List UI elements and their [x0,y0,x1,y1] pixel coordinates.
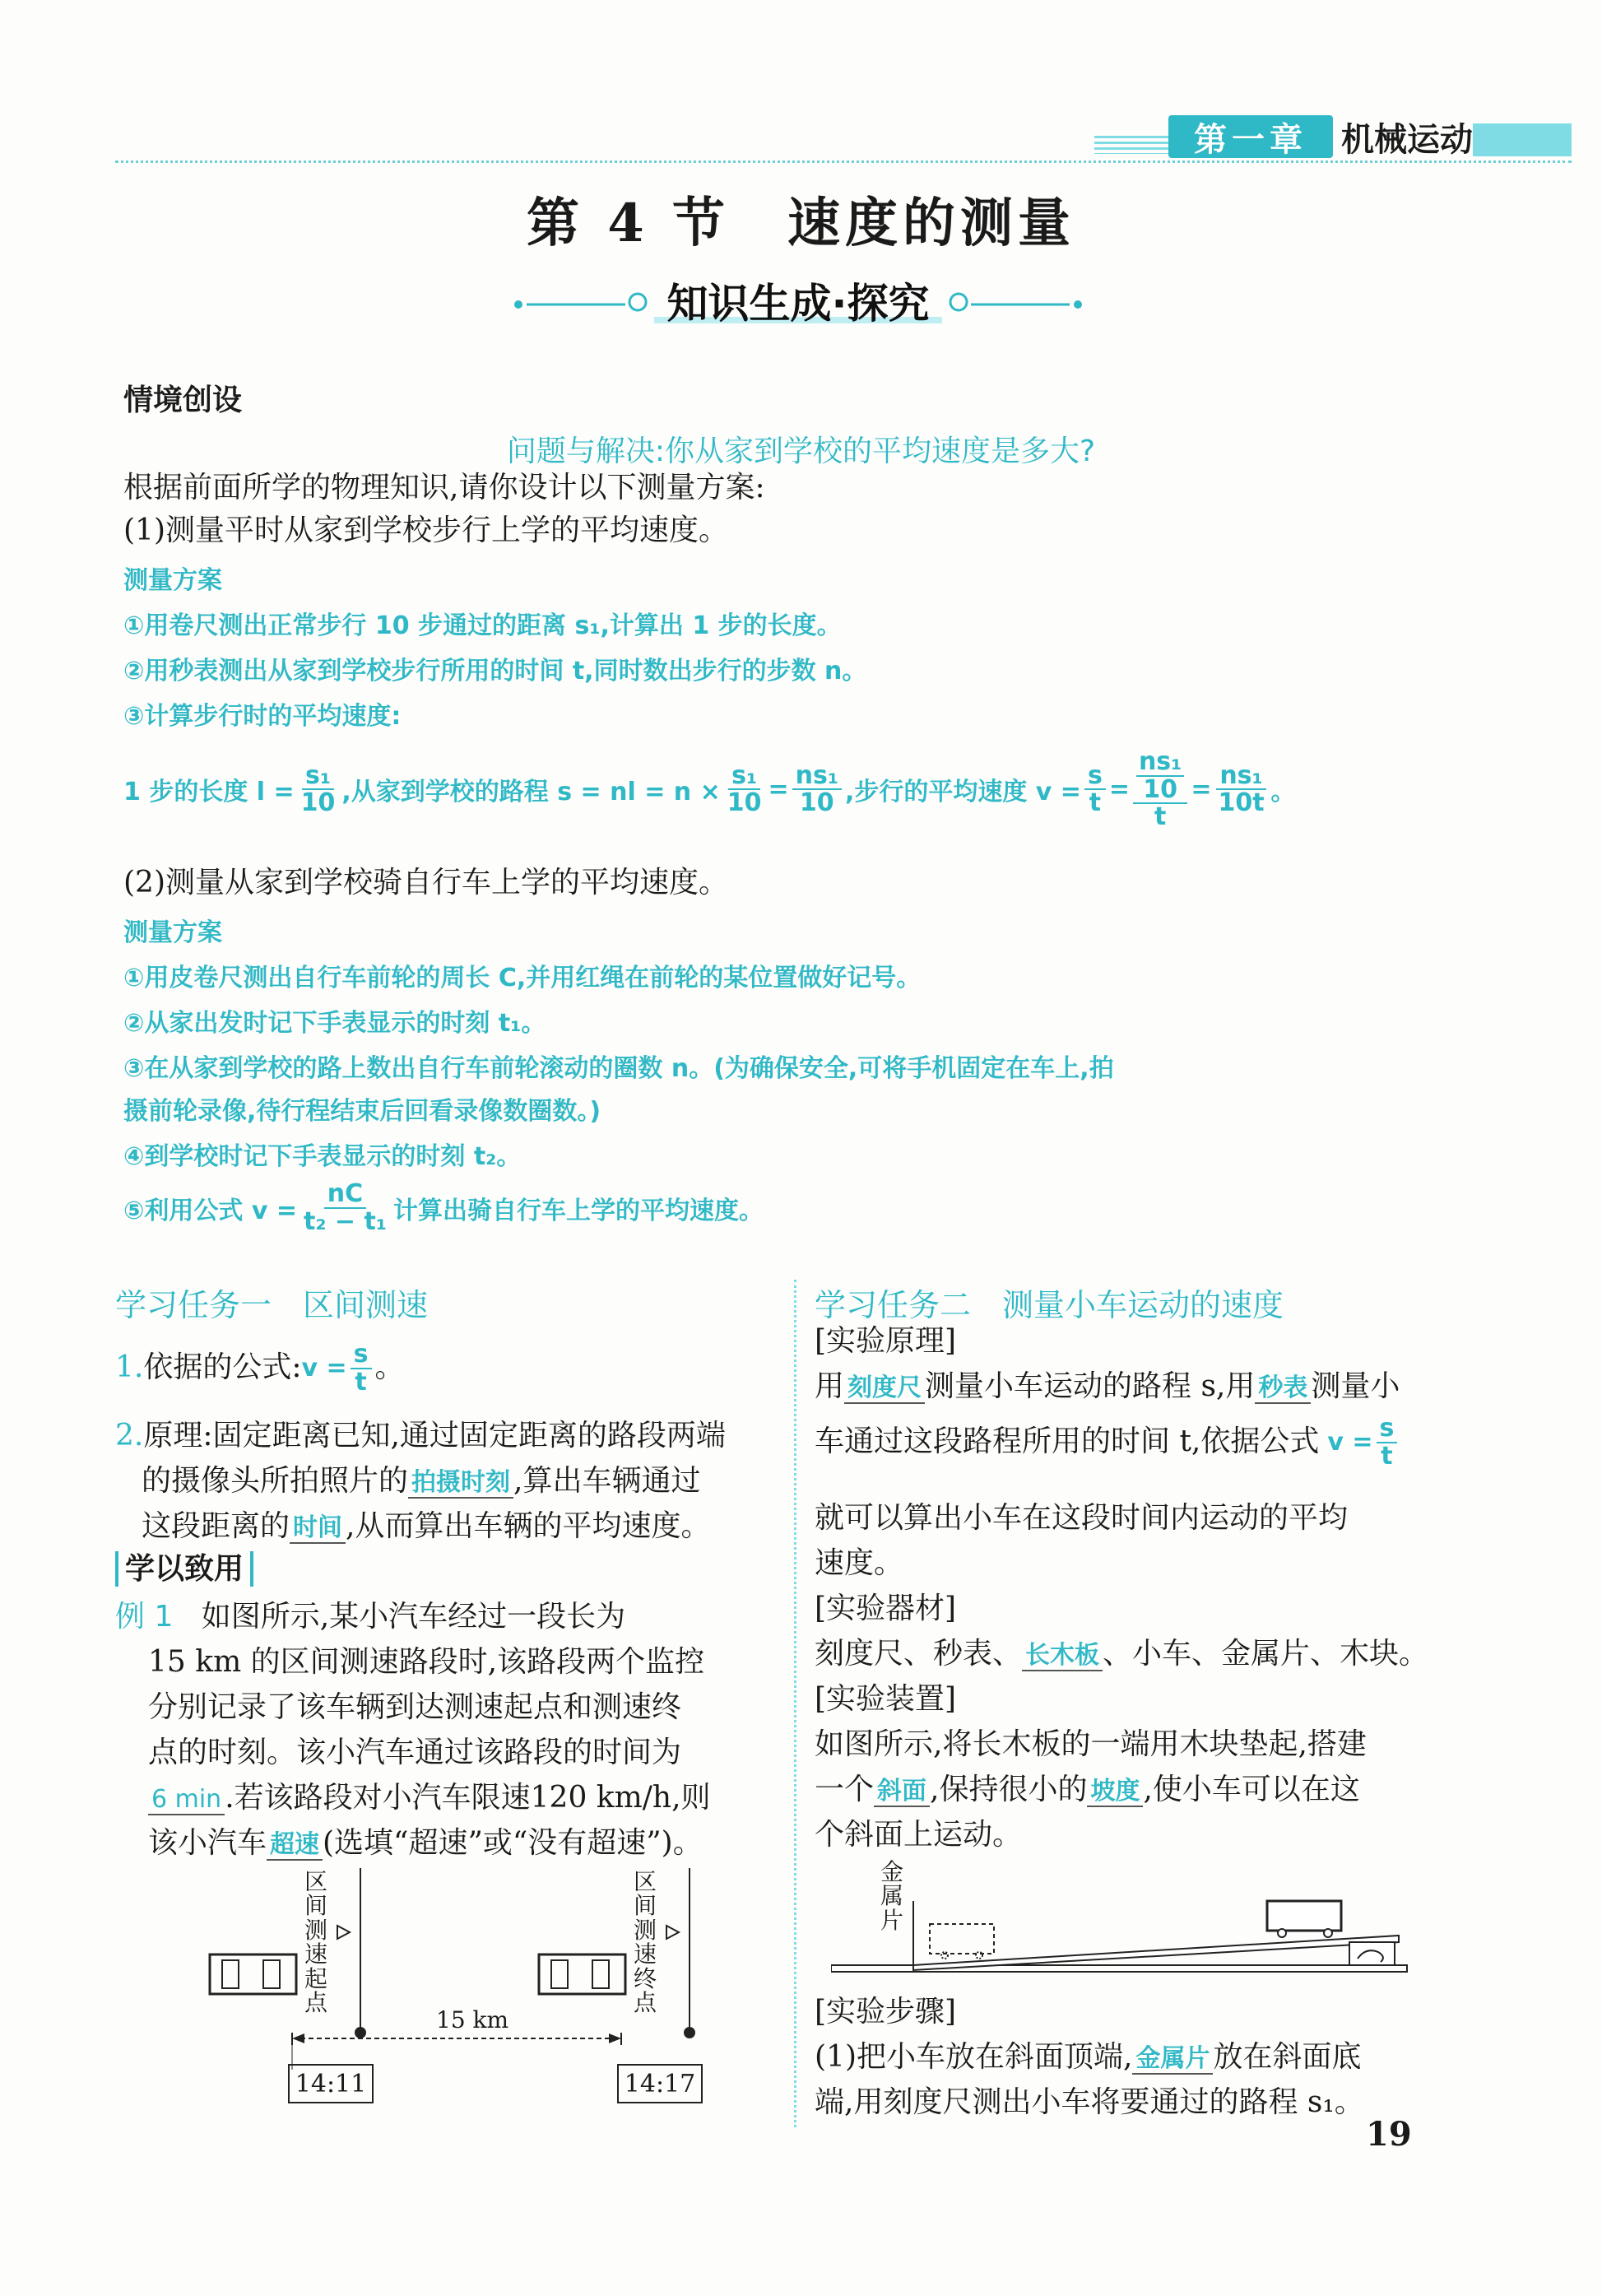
item2-text: ,从而算出车辆的平均速度。 [346,1509,711,1543]
part2-step2: ②从家出发时记下手表显示的时刻 t₁。 [123,1009,546,1038]
answer-blank: 斜面 [874,1777,930,1807]
part1-step3: ③计算步行时的平均速度: [123,702,402,731]
step5-text-a: ⑤利用公式 v = [123,1196,297,1225]
answer-v: v = [1327,1427,1373,1457]
example1-line4: 点的时刻。该小汽车通过该路段的时间为 [148,1736,682,1769]
setup-line3: 个斜面上运动。 [815,1818,1023,1852]
example1-line1 [115,1597,625,1638]
label-char: 片 [880,1906,904,1934]
label-char: 起 [304,1964,328,1992]
fraction-v1 [1084,760,1106,818]
label-char: 区 [304,1868,328,1895]
chapter-name: 机械运动 [1341,120,1473,159]
frac-num: s [351,1341,372,1369]
principle-text: 车通过这段路程所用的时间 t,依据公式 [815,1425,1320,1459]
section-title: 第 4 节 速度的测量 [526,193,1076,254]
label-char: 速 [304,1940,328,1968]
frac-den: t [1089,788,1102,818]
frac-num: ns₁ [792,763,842,791]
principle-line2 [815,1415,1400,1469]
steps-heading: [实验步骤] [815,1995,957,2029]
part2-step1: ①用皮卷尺测出自行车前轮的周长 C,并用红绳在前轮的某位置做好记号。 [123,964,922,992]
label-char: 测 [634,1916,657,1944]
answer-blank: 坡度 [1087,1777,1143,1807]
label-char: 间 [304,1892,328,1920]
frac-den: t [1154,802,1167,831]
incline-drawing [831,1860,1423,1983]
principle-text: 测量小 [1311,1369,1400,1403]
fraction-s2 [792,760,842,818]
label-char: 测 [304,1916,328,1944]
principle-fraction [1377,1415,1398,1469]
frac-den: 10t [1218,788,1265,818]
start-point-label [304,1870,327,2015]
principle-heading: [实验原理] [815,1324,957,1358]
item2-text: ,算出车辆通过 [513,1464,701,1498]
equipment-heading: [实验器材] [815,1592,957,1625]
label-char: 间 [634,1892,657,1920]
chapter-decor-lines [1094,136,1168,154]
formula-eq: = [768,774,789,804]
steps-text: (1)把小车放在斜面顶端, [815,2040,1133,2074]
steps-text: 放在斜面底 [1213,2040,1362,2074]
metal-sheet-label [880,1860,903,1932]
frac-num: ns₁ [1216,763,1265,791]
example-label: 例 1 [115,1600,174,1634]
task1-title: 学习任务一 区间测速 [115,1287,429,1323]
answer-blank: 秒表 [1255,1373,1311,1404]
part2-title: (2)测量从家到学校骑自行车上学的平均速度。 [123,866,728,899]
equipment-text: 刻度尺、秒表、 [815,1637,1023,1671]
example-text: 该小汽车 [148,1826,267,1860]
task1-item1 [115,1341,405,1395]
equipment-line [815,1634,1428,1675]
setup-text: ,保持很小的 [930,1773,1088,1806]
chapter-label: 第一章 [1168,115,1333,158]
item-number: 1. [115,1350,144,1385]
label-char: 金 [880,1858,904,1885]
context-heading: 情境创设 [123,383,243,417]
item2-text: 的摄像头所拍照片的 [142,1464,409,1498]
frac-den: 10 [799,788,834,818]
setup-line1: 如图所示,将长木板的一端用木块垫起,搭建 [815,1727,1367,1761]
example-text: (选填“超速”或“没有超速”)。 [323,1826,703,1860]
answer-blank: 超速 [267,1830,323,1861]
part2-step4: ④到学校时记下手表显示的时刻 t₂。 [123,1142,522,1171]
speed-section-figure [197,1868,724,2107]
fraction-v3 [1214,760,1267,818]
label-char: 速 [634,1940,657,1968]
label-char: 点 [634,1988,657,2016]
principle-text: 测量小车运动的路程 s,用 [925,1369,1256,1403]
end-point-label [634,1870,657,2015]
setup-text: ,使小车可以在这 [1143,1773,1360,1806]
part1-formula [123,749,1296,830]
part2-step5 [123,1181,764,1234]
header-divider [115,160,1572,163]
fraction-v2 [1133,749,1187,830]
part2-plan-label: 测量方案 [123,918,222,947]
equipment-text: 、小车、金属片、木块。 [1103,1637,1429,1671]
frac-den: t₂ − t₁ [303,1206,387,1236]
label-char: 终 [634,1964,657,1992]
example1-line5 [148,1778,711,1819]
item1-text: 依据的公式: [143,1350,302,1385]
example1-line3: 分别记录了该车辆到达测速起点和测速终 [148,1690,682,1724]
incline-figure [831,1860,1423,1983]
item1-answer-v: v = [301,1353,347,1383]
steps-line1 [815,2037,1361,2078]
banner-title: 知识生成·探究 [666,280,930,328]
column-divider [794,1280,796,2127]
answer-blank: 刻度尺 [844,1373,925,1404]
frac-num: s₁ [728,763,760,791]
part1-plan-label: 测量方案 [123,566,222,595]
answer-blank: 金属片 [1132,2044,1213,2075]
task2-title: 学习任务二 测量小车运动的速度 [815,1287,1284,1323]
task1-item2-line2 [142,1461,700,1502]
part1-title: (1)测量平时从家到学校步行上学的平均速度。 [123,514,728,547]
part2-step3: ③在从家到学校的路上数出自行车前轮滚动的圈数 n。(为确保安全,可将手机固定在车上,拍 [123,1054,1114,1083]
nested-den: 10 [1143,774,1177,804]
answer-blank: 长木板 [1022,1641,1103,1671]
item1-end: 。 [374,1350,405,1385]
part1-step1: ①用卷尺测出正常步行 10 步通过的距离 s₁,计算出 1 步的长度。 [123,611,842,640]
frac-num-nested [1133,749,1187,804]
frac-den: 10 [727,788,762,818]
example1-line6 [148,1823,703,1864]
item-number: 2. [115,1419,144,1452]
question-title: 问题与解决:你从家到学校的平均速度是多大? [506,435,1096,468]
frac-den: t [355,1367,367,1397]
fraction-l [298,760,339,818]
answer-blank: 时间 [290,1513,346,1544]
frac-num: nC [324,1181,366,1209]
principle-line1 [815,1366,1400,1407]
principle-line4: 速度。 [815,1546,904,1580]
formula-text-b: ,从家到学校的路程 s = nl = n × [341,778,721,807]
frac-num: s [1377,1415,1398,1443]
answer-blank: 6 min [148,1785,225,1815]
frac-den: t [1381,1441,1393,1471]
fraction-bike-speed [300,1181,390,1234]
part2-step3-cont: 摄前轮录像,待行程结束后回看录像数圈数。) [123,1097,601,1126]
apply-label: 学以致用 [115,1551,253,1587]
frac-num: s₁ [302,763,334,791]
formula-text-c: ,步行的平均速度 v = [844,778,1081,807]
frac-num: s [1084,763,1106,791]
part1-step2: ②用秒表测出从家到学校步行所用的时间 t,同时数出步行的步数 n。 [123,657,867,686]
setup-line2 [815,1769,1360,1810]
setup-heading: [实验装置] [815,1682,957,1716]
fraction-s1 [724,760,765,818]
label-char: 区 [634,1868,657,1895]
task1-item2-line1 [115,1415,726,1457]
item2-text: 这段距离的 [142,1509,290,1543]
page-number: 19 [1366,2115,1412,2154]
task1-item2-line3 [142,1506,710,1547]
formula-eq2: = [1108,774,1130,804]
intro-text: 根据前面所学的物理知识,请你设计以下测量方案: [123,471,765,504]
principle-line3: 就可以算出小车在这段时间内运动的平均 [815,1501,1349,1535]
formula-end: 。 [1270,778,1296,807]
example-text: 如图所示,某小汽车经过一段长为 [201,1600,626,1634]
setup-text: 一个 [815,1773,875,1806]
example1-line2: 15 km 的区间测速路段时,该路段两个监控 [148,1645,705,1679]
answer-blank: 拍摄时刻 [408,1468,513,1499]
formula-text-a: 1 步的长度 l = [123,778,295,807]
formula-eq3: = [1191,774,1212,804]
end-time-box: 14:17 [617,2064,703,2103]
frac-den: 10 [300,788,336,818]
label-char: 属 [880,1882,904,1910]
step5-text-b: 计算出骑自行车上学的平均速度。 [392,1196,764,1225]
steps-line2: 端,用刻度尺测出小车将要通过的路程 s₁。 [815,2085,1364,2119]
example-text: .若该路段对小汽车限速120 km/h,则 [225,1781,711,1815]
item2-text: 原理:固定距离已知,通过固定距离的路段两端 [143,1419,726,1452]
label-char: 点 [304,1988,328,2016]
nested-num: ns₁ [1136,749,1184,777]
distance-label: 15 km [436,2006,509,2033]
item1-fraction [351,1341,372,1395]
start-time-box: 14:11 [288,2064,374,2103]
principle-text: 用 [815,1369,845,1403]
